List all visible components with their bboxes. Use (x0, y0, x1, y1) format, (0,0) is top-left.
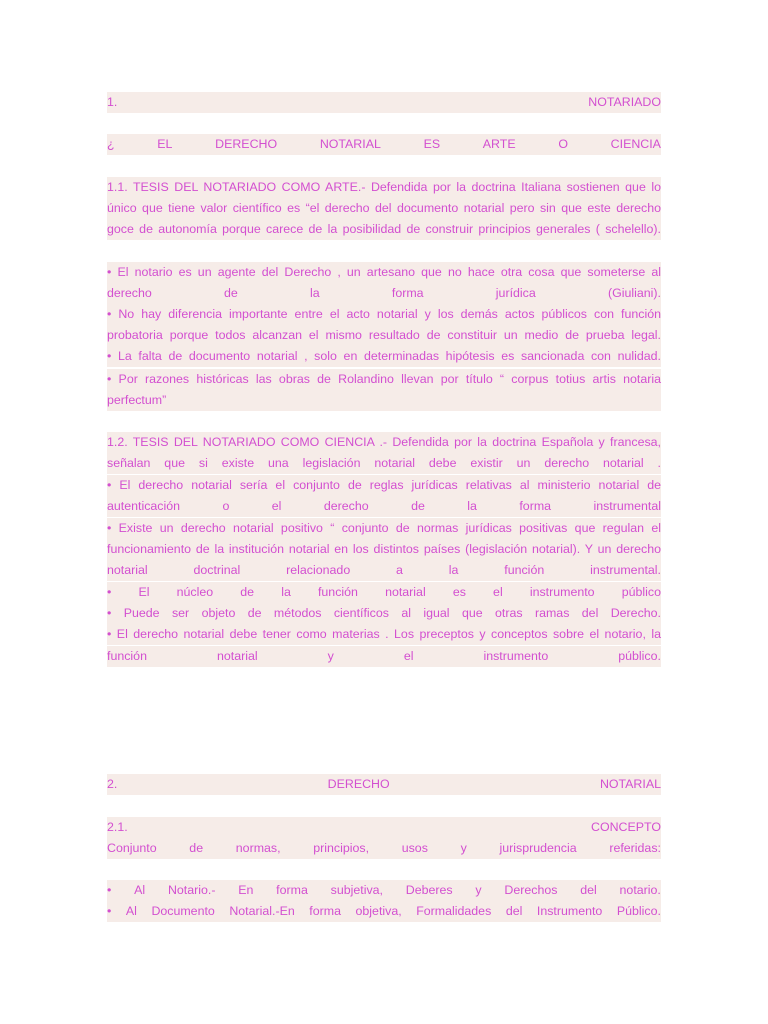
thesis-science-line-10: • El derecho notarial debe tener como materias . Los preceptos y conceptos sobre el notario, la (107, 624, 661, 645)
word: forma (391, 286, 424, 300)
word: el (493, 585, 503, 599)
word: NOTARIADO (588, 95, 661, 109)
word: • (107, 904, 112, 918)
thesis-science-line-4 (107, 496, 661, 517)
word: doctrinal (193, 563, 241, 577)
bullet-documento (107, 901, 661, 922)
word: Al (134, 883, 146, 897)
thesis-art-line-3: goce de autonomía porque carece de la posibilidad de construir principios generales ( schelello). (107, 219, 661, 240)
word: jurisprudencia (499, 841, 577, 855)
word: instrumental. (590, 563, 661, 577)
word: función (317, 585, 358, 599)
art-point-line-7: perfectum” (107, 390, 661, 411)
word: autenticación (107, 499, 181, 513)
section-2-heading (107, 774, 661, 795)
word: 1. (107, 95, 118, 109)
word: forma (519, 499, 552, 513)
word: 2.1. (107, 820, 128, 834)
word: notarial (107, 563, 148, 577)
word: jurídica (495, 286, 536, 300)
art-point-line-2 (107, 283, 661, 304)
word: la (281, 585, 291, 599)
word: a (396, 563, 403, 577)
art-point-line-1: • El notario es un agente del Derecho , un artesano que no hace otra cosa que someterse al (107, 262, 661, 283)
word: del (580, 883, 597, 897)
word: relacionado (286, 563, 351, 577)
thesis-science-line-2: señalan que si existe una legislación notarial debe existir un derecho notarial . (107, 453, 661, 474)
word: forma (309, 904, 341, 918)
thesis-science-line-8 (107, 582, 661, 603)
word: o (222, 499, 230, 513)
thesis-science-line-1: 1.2. TESIS DEL NOTARIADO COMO CIENCIA .- Defendida por la doctrina Española y francesa, (107, 432, 661, 453)
word: ¿ (107, 137, 115, 151)
word: Instrumento (536, 904, 603, 918)
word: ARTE (482, 137, 516, 151)
word: derecho (107, 286, 152, 300)
word: • (107, 883, 112, 897)
word: Al (125, 904, 137, 918)
art-point-line-5: • La falta de documento notarial , solo en determinadas hipótesis es sancionada con nulidad. (107, 346, 661, 367)
word: forma (276, 883, 308, 897)
word: instrumento (529, 585, 595, 599)
word: el (271, 499, 282, 513)
word: notario. (619, 883, 661, 897)
word: principios, (313, 841, 370, 855)
word: Público. (616, 904, 661, 918)
concept-definition (107, 838, 661, 859)
thesis-art-line-2: único que tiene valor científico es “el derecho del documento notarial pero sin que este derecho (107, 198, 661, 219)
thesis-science-line-9: • Puede ser objeto de métodos científicos al igual que otras ramas del Derecho. (107, 603, 661, 624)
word: notarial (216, 649, 258, 663)
word: Notario.- (167, 883, 216, 897)
word: normas, (235, 841, 281, 855)
word: subjetiva, (330, 883, 383, 897)
word: CONCEPTO (591, 820, 661, 834)
section-1-heading (107, 92, 661, 113)
word: O (558, 137, 568, 151)
word: Conjunto (107, 841, 157, 855)
word: núcleo (176, 585, 214, 599)
thesis-science-line-7 (107, 560, 661, 581)
word: • (107, 585, 112, 599)
word: y (327, 649, 334, 663)
word: (Giuliani). (607, 286, 661, 300)
word: DERECHO (327, 777, 390, 791)
word: notarial (385, 585, 426, 599)
section-1-question (107, 134, 661, 155)
word: ES (423, 137, 441, 151)
word: la (310, 286, 320, 300)
word: Documento (151, 904, 215, 918)
thesis-science-line-6: funcionamiento de la institución notarial en los distintos países (legislación notarial). Y un derecho (107, 539, 661, 560)
word: de (189, 841, 204, 855)
word: de (240, 585, 255, 599)
word: Derechos (504, 883, 558, 897)
thesis-science-line-5: • Existe un derecho notarial positivo “ conjunto de normas jurídicas positivas que regulan el (107, 518, 661, 539)
word: instrumental (593, 499, 661, 513)
word: objetiva, (355, 904, 402, 918)
word: función (504, 563, 545, 577)
word: CIENCIA (610, 137, 661, 151)
art-point-line-3: • No hay diferencia importante entre el acto notarial y los demás actos públicos con función (107, 304, 661, 325)
word: de (224, 286, 238, 300)
word: 2. (107, 777, 118, 791)
word: del (505, 904, 523, 918)
thesis-science-line-11 (107, 646, 661, 667)
word: la (448, 563, 459, 577)
bullet-notario (107, 880, 661, 901)
word: NOTARIAL (319, 137, 381, 151)
word: es (452, 585, 466, 599)
art-point-line-6: • Por razones históricas las obras de Rolandino llevan por título “ corpus totius artis notaria (107, 369, 661, 390)
word: Formalidades (416, 904, 492, 918)
concept-heading (107, 817, 661, 838)
word: instrumento (483, 649, 549, 663)
word: y (460, 841, 467, 855)
word: Deberes (405, 883, 453, 897)
art-point-line-4: probatoria porque todos alcanzan el mismo resultado de constituir un medio de prueba legal. (107, 325, 661, 346)
word: y (475, 883, 482, 897)
thesis-science-line-3: • El derecho notarial sería el conjunto de reglas jurídicas relativas al ministerio notarial de (107, 475, 661, 496)
word: función (107, 649, 147, 663)
word: el (403, 649, 414, 663)
word: referidas: (609, 841, 661, 855)
word: El (138, 585, 150, 599)
word: la (467, 499, 477, 513)
word: En (238, 883, 254, 897)
word: derecho (323, 499, 369, 513)
word: usos (401, 841, 428, 855)
word: EL (157, 137, 173, 151)
word: de (411, 499, 425, 513)
word: Notarial.-En (229, 904, 295, 918)
word: DERECHO (215, 137, 278, 151)
word: público (621, 585, 661, 599)
thesis-art-line-1: 1.1. TESIS DEL NOTARIADO COMO ARTE.- Defendida por la doctrina Italiana sostienen que lo (107, 177, 661, 198)
word: NOTARIAL (599, 777, 661, 791)
word: público. (618, 649, 661, 663)
